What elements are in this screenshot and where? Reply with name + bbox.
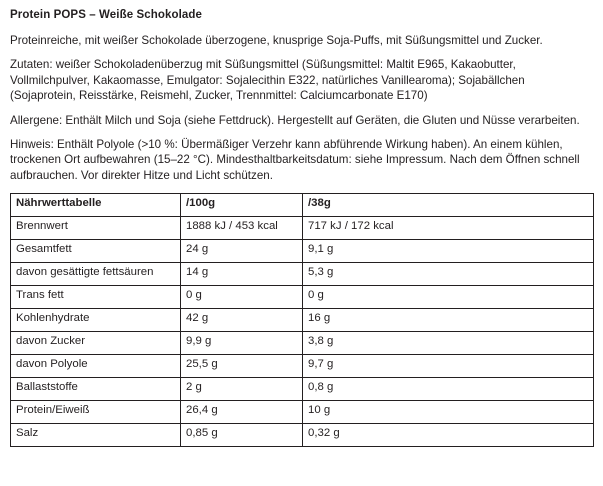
table-row — [11, 332, 594, 355]
nutrient-label: Salz — [11, 424, 181, 447]
nutrient-value-100g: 42 g — [181, 309, 303, 332]
nutrient-value-38g: 9,7 g — [303, 355, 594, 378]
nutrient-value-100g: 25,5 g — [181, 355, 303, 378]
page-title: Protein POPS – Weiße Schokolade — [10, 9, 203, 21]
nutrient-label: Brennwert — [11, 217, 181, 240]
nutrient-label: davon Zucker — [11, 332, 181, 355]
nutrient-value-100g: 24 g — [181, 240, 303, 263]
table-row — [11, 401, 594, 424]
table-row — [11, 355, 594, 378]
nutrition-table — [10, 193, 594, 447]
nutrient-value-38g: 3,8 g — [303, 332, 594, 355]
nutrient-value-38g: 9,1 g — [303, 240, 594, 263]
storage-notice-paragraph: Hinweis: Enthält Polyole (>10 %: Übermäßiger Verzehr kann abführende Wirkung haben). An einem kühlen, trockenen Ort aufbewahren (15–22 °C). Mindesthaltbarkeitsdatum: siehe Impressum. Nach dem Öffnen schnell aufbrauchen. Vor direkter Hitze und Licht schützen. — [10, 138, 580, 182]
nutrient-label: davon gesättigte fettsäuren — [11, 263, 181, 286]
nutrient-value-100g: 26,4 g — [181, 401, 303, 424]
ingredients-paragraph: Zutaten: weißer Schokoladenüberzug mit Süßungsmittel (Süßungsmittel: Maltit E965, Kakaobutter, Vollmilchpulver, Kakaomasse, Emulgator: Sojalecithin E322, natürliches Vanillearoma); Sojabällchen (Sojaprotein, Reisstärke, Reismehl, Zucker, Trennmittel: Calciumcarbonate E170) — [10, 58, 525, 103]
table-row — [11, 424, 594, 447]
nutrient-value-38g: 16 g — [303, 309, 594, 332]
column-header-per-100g: /100g — [181, 194, 303, 217]
nutrient-label: davon Polyole — [11, 355, 181, 378]
table-row — [11, 378, 594, 401]
nutrient-value-38g: 0,32 g — [303, 424, 594, 447]
column-header-per-38g: /38g — [303, 194, 594, 217]
nutrient-value-38g: 0 g — [303, 286, 594, 309]
nutrient-value-100g: 1888 kJ / 453 kcal — [181, 217, 303, 240]
nutrient-label: Protein/Eiweiß — [11, 401, 181, 424]
nutrient-label: Ballaststoffe — [11, 378, 181, 401]
table-row — [11, 286, 594, 309]
table-header-row — [11, 194, 594, 217]
nutrient-value-38g: 717 kJ / 172 kcal — [303, 217, 594, 240]
nutrient-value-38g: 10 g — [303, 401, 594, 424]
nutrient-value-38g: 5,3 g — [303, 263, 594, 286]
table-row — [11, 217, 594, 240]
nutrient-value-100g: 9,9 g — [181, 332, 303, 355]
nutrient-label: Gesamtfett — [11, 240, 181, 263]
nutrient-value-100g: 14 g — [181, 263, 303, 286]
table-row — [11, 240, 594, 263]
nutrient-label: Trans fett — [11, 286, 181, 309]
nutrient-value-100g: 0 g — [181, 286, 303, 309]
allergens-paragraph: Allergene: Enthält Milch und Soja (siehe Fettdruck). Hergestellt auf Geräten, die Gluten und Nüsse verarbeiten. — [10, 113, 580, 127]
nutrient-value-100g: 2 g — [181, 378, 303, 401]
nutrient-value-100g: 0,85 g — [181, 424, 303, 447]
nutrient-label: Kohlenhydrate — [11, 309, 181, 332]
table-row — [11, 263, 594, 286]
nutrient-value-38g: 0,8 g — [303, 378, 594, 401]
table-row — [11, 309, 594, 332]
column-header-name: Nährwerttabelle — [11, 194, 181, 217]
product-description-paragraph: Proteinreiche, mit weißer Schokolade überzogene, knusprige Soja-Puffs, mit Süßungsmittel und Zucker. — [10, 34, 543, 47]
